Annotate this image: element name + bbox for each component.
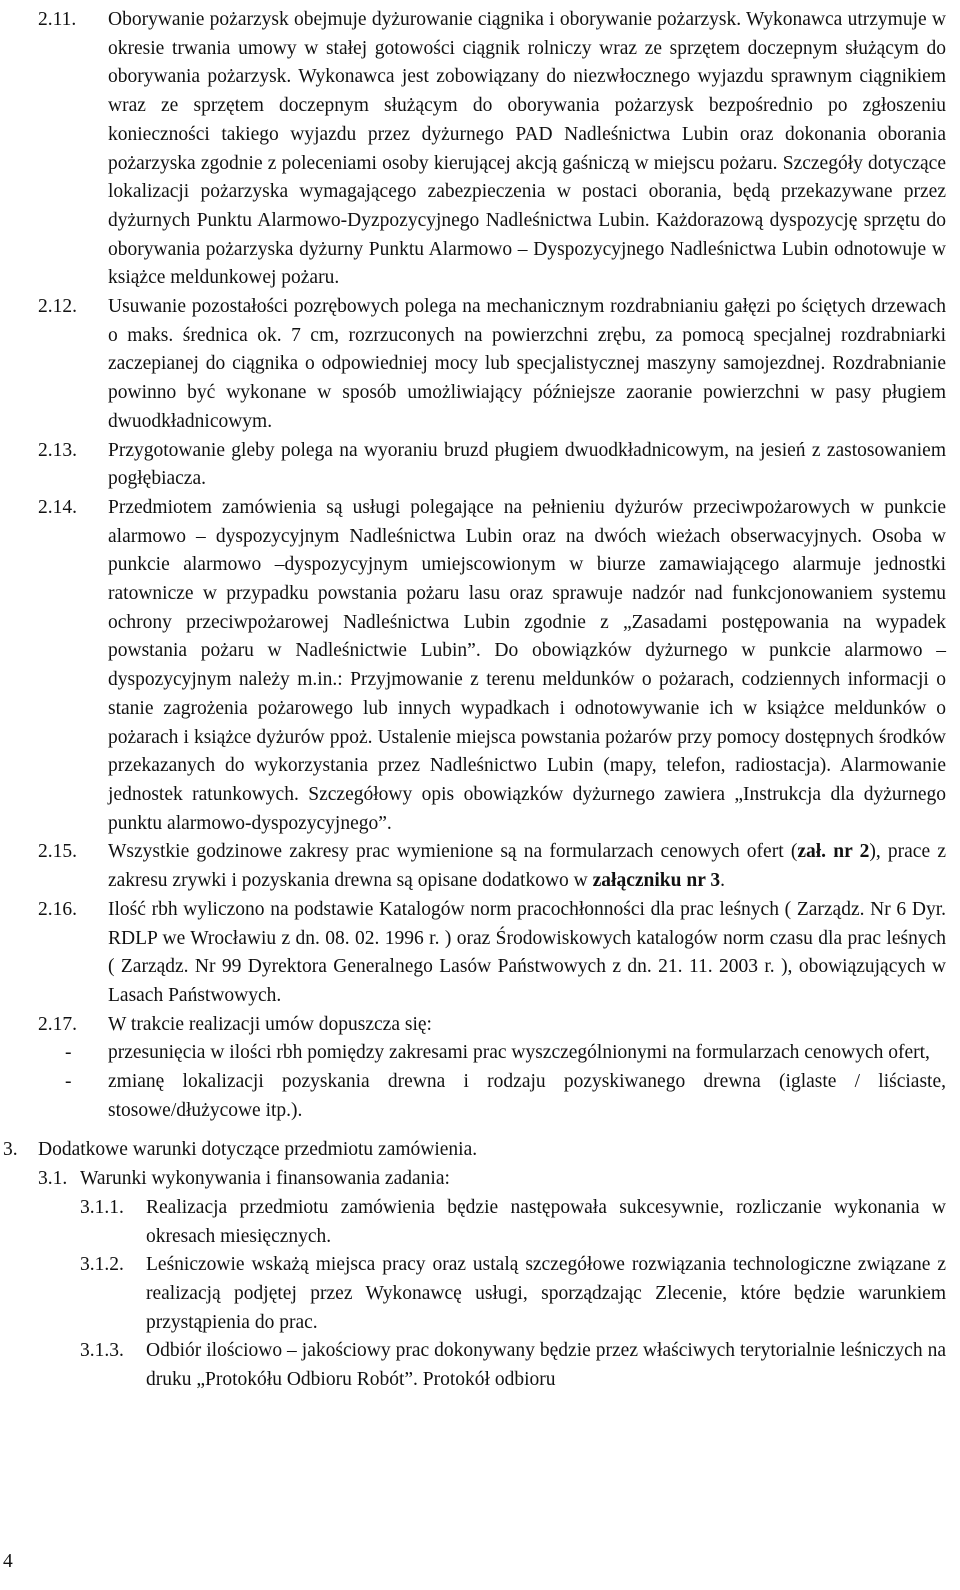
list-dash: -	[65, 1071, 72, 1093]
section-text: Przygotowanie gleby polega na wyoraniu bruzd pługiem dwuodkładnicowym, na jesień z zastosowaniem pogłębiacza.	[108, 439, 946, 490]
section-number: 2.11.	[38, 9, 77, 30]
section-2-12	[0, 293, 960, 437]
section-number: 2.13.	[38, 439, 77, 461]
page-number: 4	[3, 1551, 13, 1572]
section-3-1-1	[0, 1194, 960, 1251]
section-number: 2.17.	[38, 1013, 77, 1035]
section-text: Ilość rbh wyliczono na podstawie Katalogów norm pracochłonności dla prac leśnych ( Zarządz. Nr 6 Dyr. RDLP we Wrocławiu z dn. 08. 02. 1996 r. ) oraz Środowiskowych katalogów norm czasu dla prac leśnych ( Zarządz. Nr 99 Dyrektora Generalnego Lasów Państwowych z dn. 21. 11. 2003 r. ), obowiązujących w Lasach Państwowych.	[108, 898, 946, 1006]
section-text: Odbiór ilościowo – jakościowy prac dokonywany będzie przez właściwych terytorialnie leśniczych na druku „Protokółu Odbioru Robót”. Protokół odbioru	[146, 1340, 946, 1391]
list-item	[0, 1068, 960, 1125]
section-number: 3.1.3.	[80, 1340, 124, 1362]
section-3-1-heading	[0, 1165, 960, 1194]
section-number: 2.12.	[38, 296, 77, 318]
section-heading-text: Warunki wykonywania i finansowania zadania:	[80, 1168, 450, 1190]
section-text	[108, 838, 946, 895]
section-number: 2.14.	[38, 496, 77, 518]
section-heading-text: Dodatkowe warunki dotyczące przedmiotu zamówienia.	[38, 1139, 478, 1161]
section-text-part: ), prace z zakresu zrywki i pozyskania drewna są opisane dodatkowo w	[108, 841, 946, 892]
section-text: Oborywanie pożarzysk obejmuje dyżurowanie ciągnika i oborywanie pożarzysk. Wykonawca utrzymuje w okresie trwania umowy w stałej gotowości ciągnik rolniczy wraz ze sprzętem doczepnym służącym do oborywania pożarzysk. Wykonawca jest zobowiązany do niezwłocznego wyjazdu sprawnym ciągnikiem wraz ze sprzętem doczepnym służącym do oborywania pożarzysk bezpośrednio po zgłoszeniu konieczności takiego wyjazdu przez dyżurnego PAD Nadleśnictwa Lubin oraz dokonania oborania pożarzyska zgodnie z poleceniami osoby kierującej akcją gaśniczą w miejscu pożaru. Szczegóły dotyczące lokalizacji pożarzyska wymagającego zabezpieczenia w postaci oborania, będą przekazywane przez dyżurnych Punktu Alarmowo-Dyzpozycyjnego Nadleśnictwa Lubin. Każdorazową dyspozycję sprzętu do oborywania pożarzyska dyżurny Punktu Alarmowo – Dyspozycyjnego Nadleśnictwa Lubin odnotowuje w książce meldunkowej pożaru.	[108, 9, 946, 289]
section-3-heading	[0, 1136, 960, 1165]
section-number: 3.	[3, 1139, 18, 1161]
section-number: 3.1.2.	[80, 1254, 124, 1276]
section-2-11	[0, 6, 960, 293]
section-2-13	[0, 437, 960, 494]
section-text: Leśniczowie wskażą miejsca pracy oraz ustalą szczegółowe rozwiązania technologiczne związane z realizacją podjętej przez Wykonawcę usługi, sporządzając Zlecenie, które będzie warunkiem przystąpienia do prac.	[146, 1254, 946, 1333]
section-text: W trakcie realizacji umów dopuszcza się:	[108, 1013, 432, 1035]
attachment-reference: załączniku nr 3	[592, 870, 721, 892]
section-2-17	[0, 1011, 960, 1040]
section-text: Realizacja przedmiotu zamówienia będzie następowała sukcesywnie, rozliczanie wykonania w okresach miesięcznych.	[146, 1196, 946, 1247]
list-dash: -	[65, 1042, 72, 1064]
section-2-14	[0, 494, 960, 838]
list-item	[0, 1039, 960, 1068]
section-number: 3.1.1.	[80, 1196, 124, 1218]
section-number: 2.15.	[38, 841, 77, 863]
section-text: Przedmiotem zamówienia są usługi polegające na pełnieniu dyżurów przeciwpożarowych w punkcie alarmowo – dyspozycyjnym Nadleśnictwa Lubin oraz na dwóch wieżach obserwacyjnych. Osoba w punkcie alarmowo –dyspozycyjnym umiejscowionym w biurze zamawiającego alarmuje jednostki ratownicze w przypadku powstania pożaru lasu oraz sprawuje nadzór nad funkcjonowaniem systemu ochrony przeciwpożarowej Nadleśnictwa Lubin zgodnie z „Zasadami postępowania na wypadek powstania pożaru w Nadleśnictwie Lubin”. Do obowiązków dyżurnego w punkcie alarmowo – dyspozycyjnym należy m.in.: Przyjmowanie z terenu meldunków o pożarach, codziennych informacji o stanie zagrożenia pożarowego lub innych wypadkach i odnotowywanie ich w książce meldunków o pożarach i książce dyżurów ppoż. Ustalenie miejsca powstania pożarów przy pomocy dostępnych środków przekazanych do wykorzystania przez Nadleśnictwo Lubin (mapy, telefon, radiostacja). Alarmowanie jednostek ratunkowych. Szczegółowy opis obowiązków dyżurnego zawiera „Instrukcja dla dyżurnego punktu alarmowo-dyspozycyjnego”.	[108, 496, 946, 834]
section-number: 3.1.	[38, 1168, 68, 1190]
section-text: Usuwanie pozostałości pozrębowych polega na mechanicznym rozdrabnianiu gałęzi po ściętych drzewach o maks. średnica ok. 7 cm, rozrzuconych na powierzchni zrębu, za pomocą specjalnej rozdrabniarki zaczepianej do ciągnika o odpowiedniej mocy lub specjalistycznej maszyny samojezdnej. Rozdrabnianie powinno być wykonane w sposób umożliwiający późniejsze zaoranie powierzchni w pasy pługiem dwuodkładnicowym.	[108, 296, 946, 432]
section-text-part: Wszystkie godzinowe zakresy prac wymienione są na formularzach cenowych ofert (	[108, 841, 798, 863]
section-2-16	[0, 896, 960, 1011]
list-item-text: zmianę lokalizacji pozyskania drewna i rodzaju pozyskiwanego drewna (iglaste / liściaste, stosowe/dłużycowe itp.).	[108, 1071, 946, 1121]
list-item-text: przesunięcia w ilości rbh pomiędzy zakresami prac wyszczególnionymi na formularzach cenowych ofert,	[108, 1042, 930, 1064]
section-3-1-3	[0, 1337, 960, 1394]
section-text-part: .	[720, 870, 726, 892]
section-2-15	[0, 838, 960, 895]
section-3-1-2	[0, 1251, 960, 1337]
attachment-reference: zał. nr 2	[797, 841, 870, 863]
section-number: 2.16.	[38, 898, 77, 920]
